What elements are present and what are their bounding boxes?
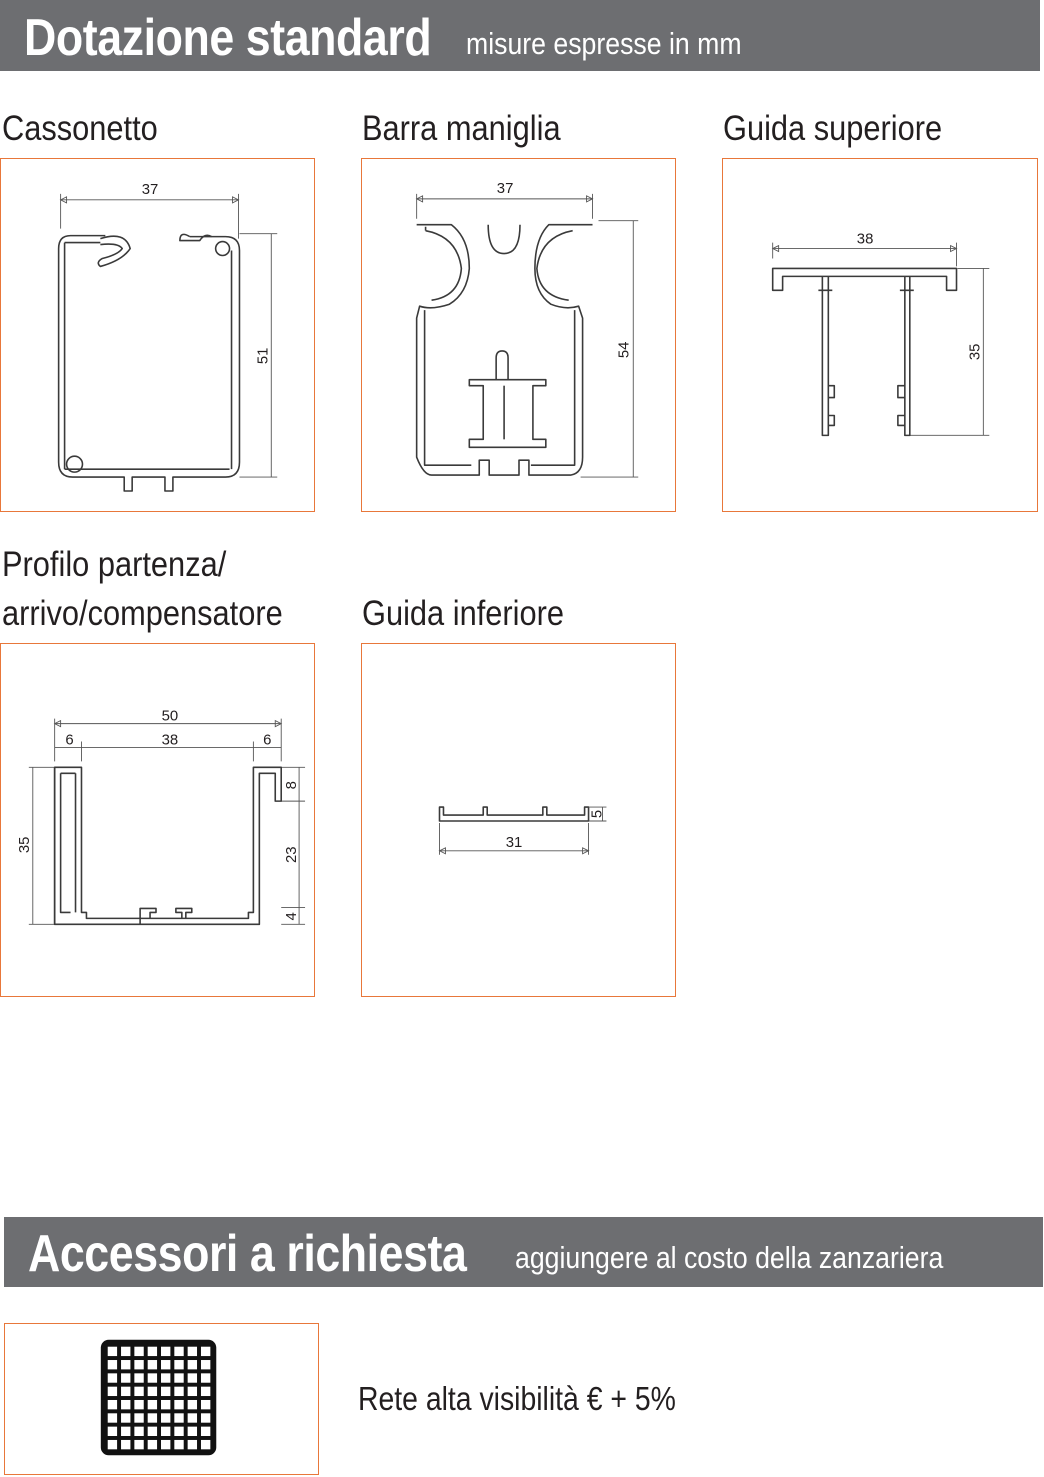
accessory-box: [4, 1323, 319, 1475]
profilo-partenza-drawing: [1, 644, 314, 996]
dim-label: 54: [616, 341, 633, 359]
profile-box-guida-superiore: [722, 158, 1038, 512]
dim-label: 4: [284, 912, 301, 921]
dim-label: 5: [589, 809, 606, 819]
dim-label: 35: [16, 836, 33, 854]
dim-label: 6: [65, 732, 74, 749]
cassonetto-drawing: [1, 159, 314, 511]
profile-box-cassonetto: [0, 158, 315, 512]
profile-title-profilo-line1: Profilo partenza/: [2, 545, 227, 584]
dim-label: 37: [141, 181, 159, 198]
accessories-subtitle: aggiungere al costo della zanzariera: [515, 1240, 944, 1275]
accessory-label: Rete alta visibilità € + 5%: [358, 1380, 676, 1417]
profile-title-barra-maniglia: Barra maniglia: [362, 109, 561, 148]
dim-label: 8: [284, 781, 301, 790]
dim-label: 38: [856, 231, 874, 248]
dim-label: 23: [284, 846, 301, 864]
dim-label: 51: [255, 347, 272, 365]
page-subtitle: misure espresse in mm: [466, 26, 742, 61]
dim-label: 35: [967, 343, 984, 361]
profile-box-guida-inferiore: [361, 643, 676, 997]
page-title: Dotazione standard: [24, 9, 432, 67]
dim-label: 6: [263, 732, 272, 749]
profile-title-guida-superiore: Guida superiore: [723, 109, 943, 148]
dim-label: 37: [496, 180, 514, 197]
accessories-title: Accessori a richiesta: [28, 1225, 467, 1283]
guida-inferiore-drawing: [362, 644, 675, 996]
guida-superiore-drawing: [723, 159, 1037, 511]
profile-box-barra-maniglia: [361, 158, 676, 512]
profile-title-profilo-line2: arrivo/compensatore: [2, 594, 283, 633]
profile-box-profilo-partenza: [0, 643, 315, 997]
dim-label: 31: [505, 834, 523, 851]
accessories-band: [4, 1217, 1043, 1287]
dim-label: 38: [161, 732, 179, 749]
dim-label: 50: [161, 708, 179, 725]
barra-maniglia-drawing: [362, 159, 675, 511]
header-band: [0, 0, 1040, 71]
profile-title-cassonetto: Cassonetto: [2, 109, 158, 148]
profile-title-guida-inferiore: Guida inferiore: [362, 594, 565, 633]
mesh-grid-icon: [5, 1324, 318, 1474]
